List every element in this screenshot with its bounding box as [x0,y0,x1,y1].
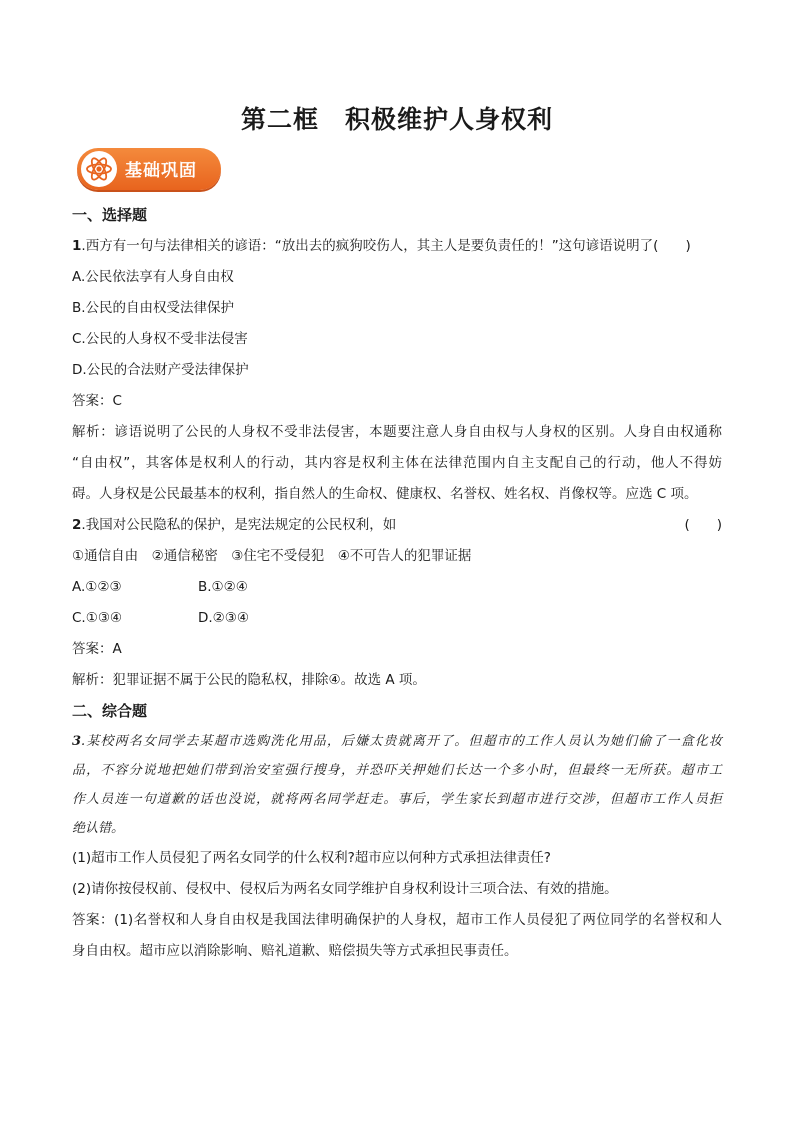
question-3-sub-question-1: (1)超市工作人员侵犯了两名女同学的什么权利?超市应以何种方式承担法律责任? [72,850,551,866]
question-2-analysis: 解析：犯罪证据不属于公民的隐私权，排除④。故选 A 项。 [72,672,426,688]
question-2-options-row [72,572,722,603]
question-text-wrap [72,510,396,541]
question-1-answer: 答案：C [72,393,122,409]
question-3-material-line [72,727,722,756]
question-1-option-d: D.公民的合法财产受法律保护 [72,362,249,378]
question-1-analysis-line: 解析：谚语说明了公民的人身权不受非法侵害，本题要注意人身自由权与人身权的区别。人身自由权通称 [72,424,722,440]
question-1-analysis-line: “自由权”，其客体是权利人的行动，其内容是权利主体在法律范围内自主支配自己的行动，他人不得妨 [72,455,722,471]
question-2-stem [72,510,722,541]
question-1-analysis-line: 碍。人身权是公民最基本的权利，指自然人的生命权、健康权、名誉权、姓名权、肖像权等。应选 C 项。 [72,486,698,502]
section-badge [77,148,221,190]
question-2-options-row [72,603,722,634]
material-text: .某校两名女同学去某超市选购洗化用品，后嫌太贵就离开了。但超市的工作人员认为她们偷了一盒化妆 [81,734,722,749]
section-heading-choice: 一、选择题 [72,206,148,224]
question-1-option-b: B.公民的自由权受法律保护 [72,300,235,316]
document-body [72,200,722,967]
question-3-sub-question-2: (2)请你按侵权前、侵权中、侵权后为两名女同学维护自身权利设计三项合法、有效的措施。 [72,881,618,897]
section-heading-comprehensive: 二、综合题 [72,702,148,720]
question-3-material-line: 品，不容分说地把她们带到治安室强行搜身，并恐吓关押她们长达一个多小时，但最终一无所获。超市工 [72,763,722,778]
answer-bracket: ( ) [684,517,722,533]
question-text: .我国对公民隐私的保护，是宪法规定的公民权利，如 [81,517,397,533]
atom-icon [81,151,117,187]
question-2-answer: 答案：A [72,641,122,657]
question-1-stem [72,231,722,262]
badge-label: 基础巩固 [125,161,197,181]
question-2-option-d: D.②③④ [198,610,249,626]
question-3-answer-line: 答案：(1)名誉权和人身自由权是我国法律明确保护的人身权，超市工作人员侵犯了两位同学的名誉权和人 [72,912,722,928]
question-3-material-line: 绝认错。 [72,821,125,836]
question-3-answer-line: 身自由权。超市应以消除影响、赔礼道歉、赔偿损失等方式承担民事责任。 [72,943,518,959]
question-number: 3 [72,734,82,749]
question-1-option-c: C.公民的人身权不受非法侵害 [72,331,248,347]
question-3-material-line: 作人员连一句道歉的话也没说，就将两名同学赶走。事后，学生家长到超市进行交涉，但超市工作人员拒 [72,792,722,807]
page-title: 第二框 积极维护人身权利 [240,105,553,134]
question-2-option-b: B.①②④ [198,579,248,595]
question-2-option-c: C.①③④ [72,610,123,626]
question-text: .西方有一句与法律相关的谚语：“放出去的疯狗咬伤人，其主人是要负责任的！”这句谚语说明了( ) [81,238,691,254]
question-number: 2 [72,517,82,533]
question-number: 1 [72,238,82,254]
question-1-option-a: A.公民依法享有人身自由权 [72,269,234,285]
question-2-items: ①通信自由 ②通信秘密 ③住宅不受侵犯 ④不可告人的犯罪证据 [72,548,472,564]
question-2-option-a: A.①②③ [72,579,122,595]
